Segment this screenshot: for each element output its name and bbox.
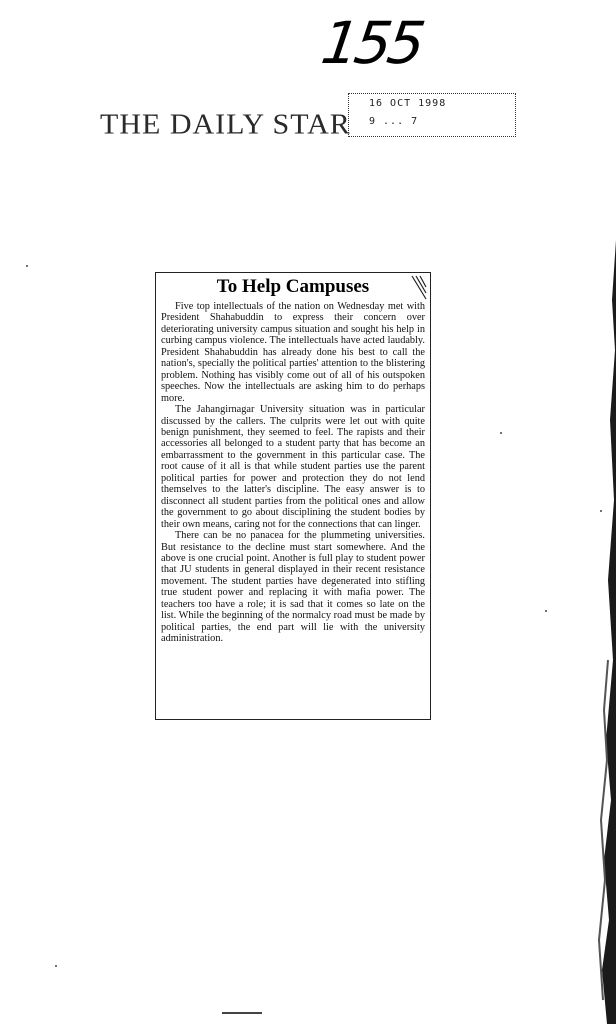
scan-speck: [500, 432, 502, 434]
newspaper-clipping: [155, 272, 431, 720]
scan-speck: [26, 265, 28, 267]
scan-speck: [222, 1012, 262, 1014]
date-stamp: [348, 93, 516, 137]
article-paragraph-1: Five top intellectuals of the nation on Wednesday met with President Shahabuddin to express their concern over deteriorating university campus situation and sought his help in curbing campus violence. The intellectuals have acted laudably. President Shahabuddin has already done his best to call the nation's, specially the political parties' attention to the blistering problem. Nothing has visibly come out of all of his outspoken speeches. Now the intellectuals are asking him to do perhaps more.: [161, 301, 425, 404]
newspaper-masthead: THE DAILY STAR: [100, 108, 351, 141]
stamp-date: 16 OCT 1998: [369, 98, 447, 109]
scanned-paper-edge: [590, 240, 616, 1024]
article-title: To Help Campuses: [216, 276, 370, 297]
scan-speck: [600, 510, 602, 512]
article-paragraph-2: The Jahangirnagar University situation was in particular discussed by the callers. The culprits were let out with quite benign punishment, they seemed to feel. The rapists and their accessories all belonged to a student party that has become an embarrassment to the government in this particular case. The root cause of it all is that while student parties use the parent political parties for power and protection they do not lend themselves to the latter's discipline. The easy answer is to disconnect all student parties from the political ones and allow the government to go about disciplining the student bodies by their own means, caring not for the connections that can linger.: [161, 404, 425, 530]
scan-speck: [55, 965, 57, 967]
clip-corner-mark: [410, 275, 428, 301]
scan-speck: [545, 610, 547, 612]
handwritten-page-number: 155: [317, 9, 426, 77]
article-paragraph-3: There can be no panacea for the plummeting universities. But resistance to the decline must start somewhere. And the above is one crucial point. Another is full play to student power that JU students in general displayed in their recent resistance movement. The student parties have degenerated into stifling true student power and replacing it with mafia power. The teachers too have a role; it is sad that it comes so late on the list. While the beginning of the normalcy road must be made by political parties, the end part will lie with the university administration.: [161, 530, 425, 645]
stamp-line-2: 9 ... 7: [369, 116, 419, 127]
